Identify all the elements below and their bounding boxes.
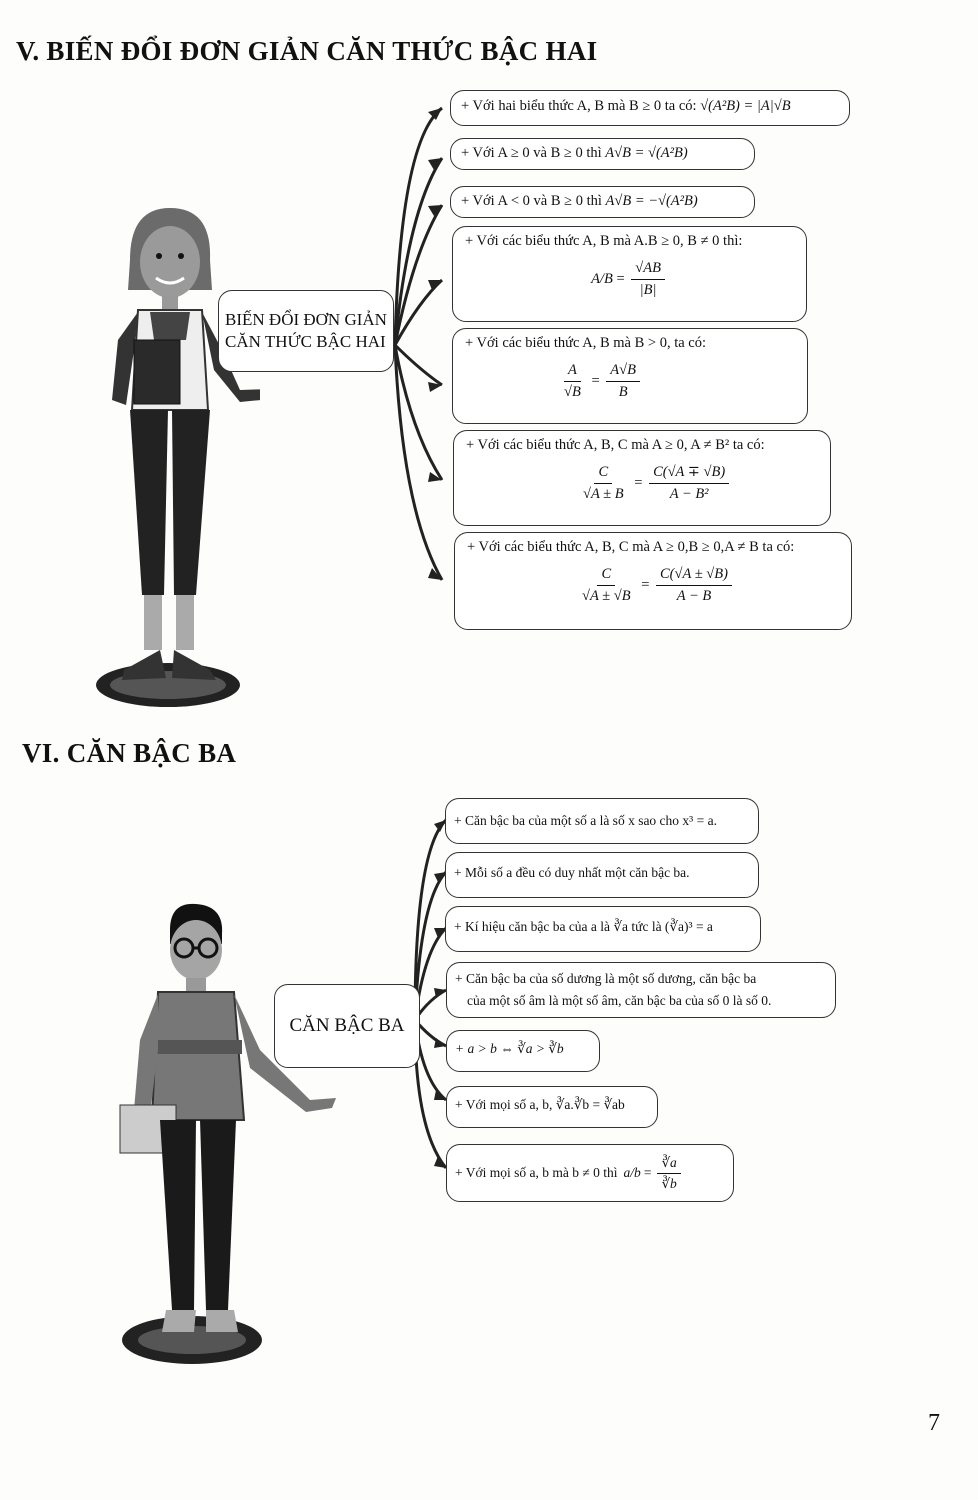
rule-rhs-num: C(√A ± √B) [656, 566, 732, 586]
section-6-heading: VI. CĂN BẬC BA [22, 738, 237, 768]
rule-lhs-den: √A ± B [583, 486, 624, 502]
cube-rule-box-2 [445, 852, 759, 898]
rule-text: + Với mọi số a, b mà b ≠ 0 thì [455, 1165, 618, 1180]
rule-line-1: + Căn bậc ba của số dương là một số dương, căn bậc ba [455, 971, 757, 986]
section-5-center-box [218, 290, 394, 372]
rule-lhs: A/B [591, 270, 613, 287]
rule-lhs: a/b [623, 1165, 641, 1180]
rule-formula: A√B = −√(A²B) [605, 193, 698, 209]
cube-rule-box-6 [446, 1086, 658, 1128]
center-line-2: CĂN THỨC BẬC HAI [225, 332, 386, 351]
rule-box-6: + Với các biểu thức A, B, C mà A ≥ 0, A ≠ B² ta có: $\frac{C}{√A \pm B}$ = $\frac{C(√A \mp √B)}{\text{A − B²}}$ [453, 430, 831, 526]
cube-rule-box-4 [446, 962, 836, 1018]
rule-text: + Căn bậc ba của một số a là số x sao cho x³ = a. [454, 813, 717, 828]
rule-rhs-num: A√B [606, 362, 640, 382]
rule-rhs-den: A − B² [669, 486, 709, 502]
rule-box-5: + Với các biểu thức A, B mà B > 0, ta có: $\frac{A}{√B}$ = $\frac{A√B}{B}$ [452, 328, 808, 424]
rule-rhs-num: √AB [631, 260, 665, 280]
page-number: 7 [928, 1410, 940, 1436]
rule-text: + Với mọi số a, b, ∛a.∛b = ∛ab [455, 1097, 625, 1112]
rule-rhs-num: C(√A ∓ √B) [649, 464, 729, 484]
rule-box-4: + Với các biểu thức A, B mà A.B ≥ 0, B ≠ 0 thì: A/B = $\frac{√AB}{|B|}$ [452, 226, 807, 322]
rule-box-2 [450, 138, 755, 170]
rule-rhs-den: B [618, 384, 628, 400]
rule-rhs-den: A − B [676, 588, 712, 604]
section-6-center-box [274, 984, 420, 1068]
girl-illustration [90, 200, 260, 720]
rule-rhs-den: |B| [639, 282, 657, 298]
rule-box-7: + Với các biểu thức A, B, C mà A ≥ 0,B ≥ 0,A ≠ B ta có: $\frac{C}{√A \pm √B}$ = $\frac{C(√A \pm √B)}{A - B}$ [454, 532, 852, 630]
rule-text: + Với các biểu thức A, B mà A.B ≥ 0, B ≠ 0 thì: [465, 233, 743, 249]
cube-rule-box-5 [446, 1030, 600, 1072]
section-5-heading: V. BIẾN ĐỔI ĐƠN GIẢN CĂN THỨC BẬC HAI [16, 36, 598, 66]
center-label: CĂN BẬC BA [289, 1015, 405, 1036]
rule-text: + Với A < 0 và B ≥ 0 thì [461, 193, 602, 209]
rule-text: + Với hai biểu thức A, B mà B ≥ 0 ta có: [461, 98, 697, 114]
rule-lhs-num: C [594, 464, 612, 484]
cube-rule-box-1 [445, 798, 759, 844]
rule-box-1 [450, 90, 850, 126]
rule-box-3 [450, 186, 755, 218]
rule-line-2: của một số âm là một số âm, căn bậc ba của số 0 là số 0. [467, 993, 772, 1008]
rule-text: + Với các biểu thức A, B mà B > 0, ta có: [465, 335, 707, 351]
rule-lhs-num: C [597, 566, 615, 586]
boy-illustration [110, 900, 340, 1370]
rule-text: + a > b ⇔ ∛a > ∛b [455, 1041, 564, 1056]
rule-rhs-num: ∛a [657, 1155, 680, 1174]
rule-text: + Với A ≥ 0 và B ≥ 0 thì [461, 145, 602, 161]
rule-text: + Mỗi số a đều có duy nhất một căn bậc ba. [454, 865, 690, 880]
rule-lhs-den: √B [564, 384, 581, 400]
rule-formula: A√B = √(A²B) [605, 145, 688, 161]
rule-text: + Kí hiệu căn bậc ba của a là ∛a tức là (∛a)³ = a [454, 919, 713, 934]
cube-rule-box-7: + Với mọi số a, b mà b ≠ 0 thì a/b = $\frac{∛a}{∛b}$ [446, 1144, 734, 1202]
center-line-1: BIẾN ĐỔI ĐƠN GIẢN [225, 310, 387, 329]
rule-text: + Với các biểu thức A, B, C mà A ≥ 0, A ≠ B² ta có: [466, 437, 765, 453]
rule-lhs-num: A [564, 362, 581, 382]
rule-lhs-den: √A ± √B [582, 588, 631, 604]
rule-rhs-den: ∛b [661, 1175, 677, 1191]
cube-rule-box-3 [445, 906, 761, 952]
rule-text: + Với các biểu thức A, B, C mà A ≥ 0,B ≥ 0,A ≠ B ta có: [467, 539, 795, 555]
rule-formula: √(A²B) = |A|√B [700, 98, 791, 114]
